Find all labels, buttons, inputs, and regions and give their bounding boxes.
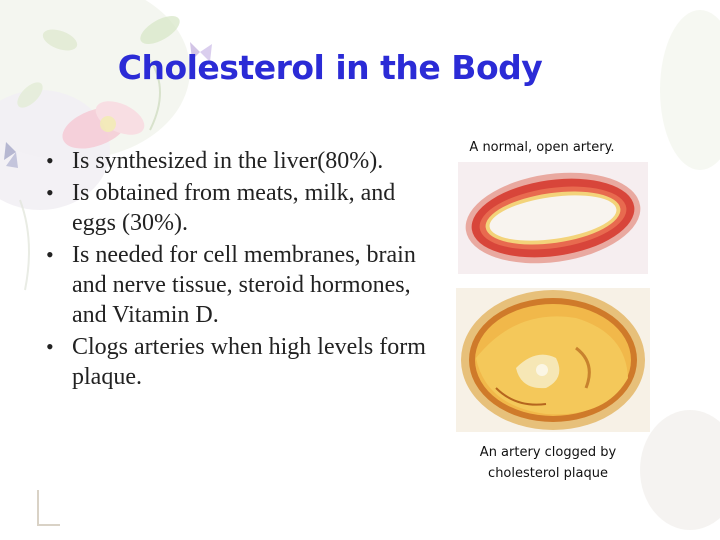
normal-artery-image — [458, 162, 648, 274]
bullet-item: • Is needed for cell membranes, brain and nerve tissue, steroid hormones, and Vitamin D. — [46, 242, 416, 328]
bullet-item: • Is synthesized in the liver(80%). — [46, 148, 384, 174]
bullet-marker: • — [46, 242, 54, 267]
bullet-marker: • — [46, 334, 54, 359]
bullet-list — [44, 146, 444, 394]
bullet-marker: • — [46, 180, 54, 205]
normal-artery-caption: A normal, open artery. — [469, 140, 615, 155]
clogged-artery-caption: An artery clogged by cholesterol plaque — [479, 445, 617, 481]
bullet-item: • Clogs arteries when high levels form plaque. — [46, 334, 426, 390]
bullet-item: • Is obtained from meats, milk, and eggs (30%). — [46, 180, 396, 236]
bullet-marker: • — [46, 148, 54, 173]
clogged-artery-image — [456, 288, 650, 432]
slide-title: Cholesterol in the Body — [117, 48, 543, 87]
